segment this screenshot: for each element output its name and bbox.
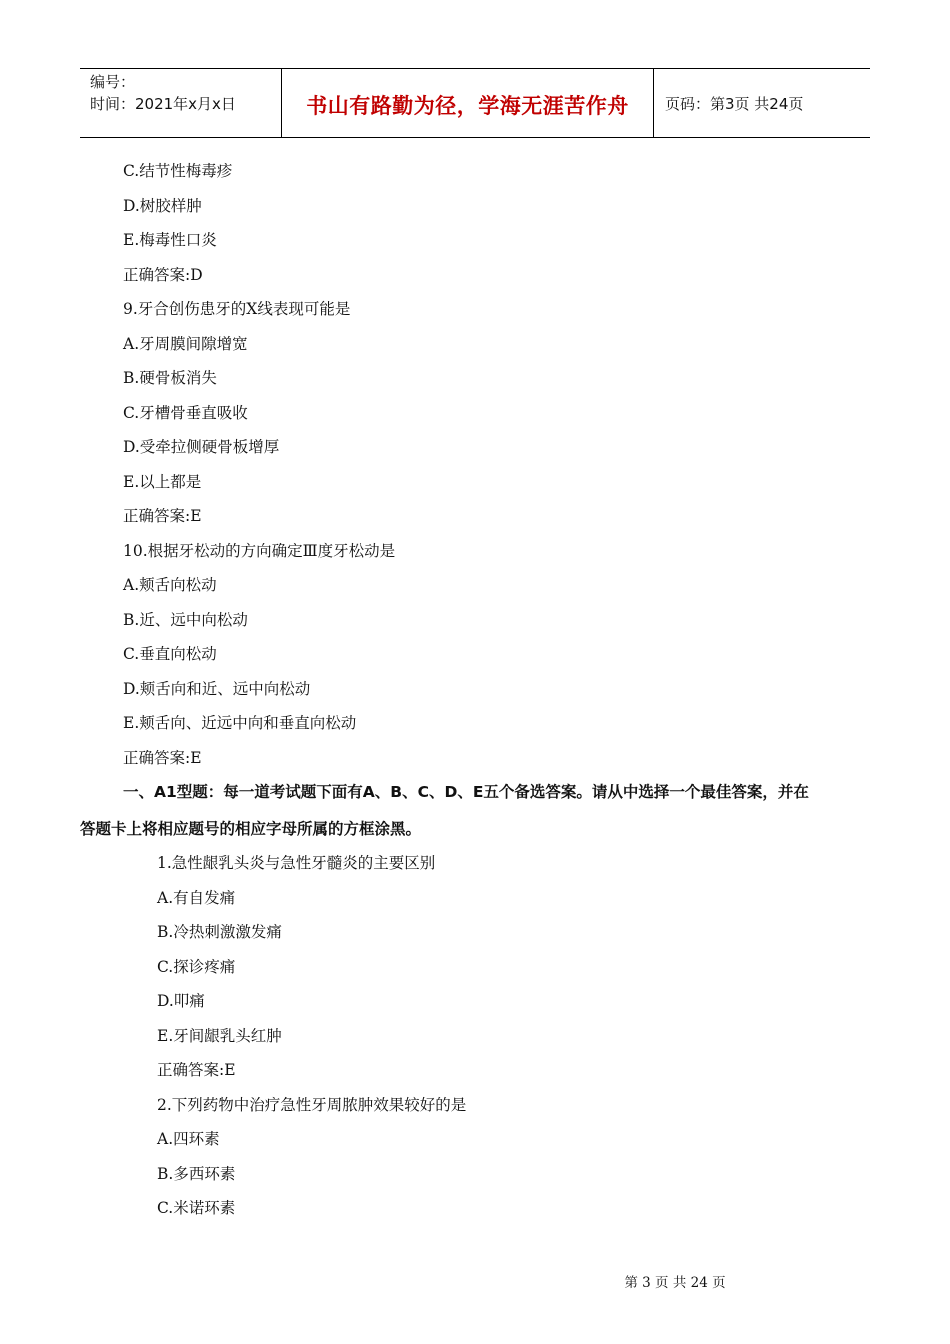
footer-page-number: 第 3 页 共 24 页 (624, 1275, 726, 1291)
section-question-line: 2.下列药物中治疗急性牙周脓肿效果较好的是 (157, 1096, 467, 1114)
section-heading-line-1: 一、A1型题：每一道考试题下面有A、B、C、D、E五个备选答案。请从中选择一个最佳答案，并在 (123, 783, 809, 801)
section-question-line: 1.急性龈乳头炎与急性牙髓炎的主要区别 (157, 854, 436, 872)
question-line: 正确答案:E (123, 507, 202, 525)
section-question-line: B.多西环素 (157, 1165, 236, 1183)
question-line: B.硬骨板消失 (123, 369, 217, 387)
section-question-line: E.牙间龈乳头红肿 (157, 1027, 282, 1045)
question-line: 10.根据牙松动的方向确定Ⅲ度牙松动是 (123, 542, 396, 560)
question-line: A.牙周膜间隙增宽 (123, 335, 248, 353)
question-line: 正确答案:D (123, 266, 203, 284)
header-meta (80, 69, 281, 137)
question-line: D.受牵拉侧硬骨板增厚 (123, 438, 280, 456)
page-footer (0, 1271, 950, 1291)
question-line: E.梅毒性口炎 (123, 231, 217, 249)
question-line: C.垂直向松动 (123, 645, 217, 663)
question-line: B.近、远中向松动 (123, 611, 248, 629)
header-page-cell (654, 69, 870, 137)
question-line: 9.牙合创伤患牙的X线表现可能是 (123, 300, 351, 318)
header-motto-cell (281, 69, 654, 137)
document-time-label: 时间：2021年x月x日 (90, 95, 236, 113)
question-line: A.颊舌向松动 (123, 576, 217, 594)
section-question-line: B.冷热刺激激发痛 (157, 923, 282, 941)
question-line: 正确答案:E (123, 749, 202, 767)
section-question-line: 正确答案:E (157, 1061, 236, 1079)
question-line: C.牙槽骨垂直吸收 (123, 404, 248, 422)
header-page-number: 页码：第3页 共24页 (665, 94, 804, 113)
section-question-line: C.探诊疼痛 (157, 958, 236, 976)
question-line: E.颊舌向、近远中向和垂直向松动 (123, 714, 357, 732)
section-question-line: D.叩痛 (157, 992, 205, 1010)
section-question-line: A.四环素 (157, 1130, 220, 1148)
section-heading-line-2: 答题卡上将相应题号的相应字母所属的方框涂黑。 (80, 820, 422, 838)
question-line: E.以上都是 (123, 473, 202, 491)
section-question-line: A.有自发痛 (157, 889, 236, 907)
header-motto: 书山有路勤为径，学海无涯苦作舟 (306, 94, 629, 118)
page-header (80, 68, 870, 138)
question-line: D.颊舌向和近、远中向松动 (123, 680, 311, 698)
question-line: C.结节性梅毒疹 (123, 162, 233, 180)
document-number-label: 编号： (90, 73, 136, 91)
section-question-line: C.米诺环素 (157, 1199, 236, 1217)
question-line: D.树胶样肿 (123, 197, 202, 215)
